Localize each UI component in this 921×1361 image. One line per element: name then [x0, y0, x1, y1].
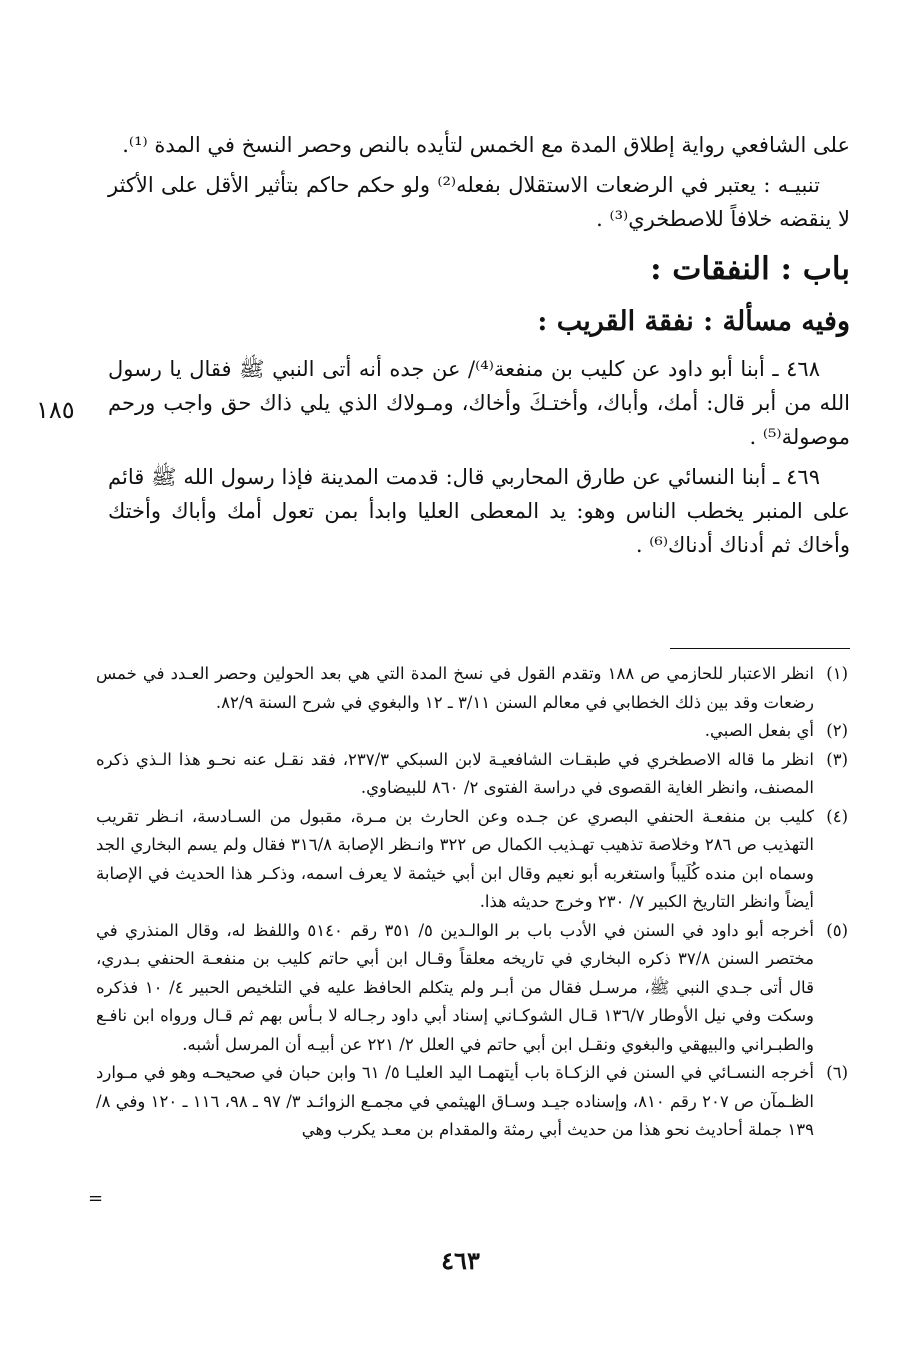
- main-text: [108, 128, 850, 568]
- paragraph-note: تنبيـه : يعتبر في الرضعات الاستقلال بفعله⁽²⁾ ولو حكم حاكم بتأثير الأقل على الأكثر لا ينقضه خلافاً للاصطخري⁽³⁾ .: [108, 173, 850, 231]
- footnote: [96, 917, 848, 1060]
- footnote-number: (١): [826, 664, 848, 683]
- footnote-number: (٢): [826, 721, 848, 740]
- footnote-number: (٤): [826, 806, 848, 826]
- footnote-number: (٥): [826, 920, 848, 940]
- footnote-text: كليب بن منفعـة الحنفي البصري عن جـده وعن الحارث بن مـرة، مقبول من السـادسة، انـظر تقريب التهذيب ص ٢٨٦ وخلاصة تذهيب تهـذيب الكمال ص ٣٢٢ وانـظر الإصابة ٣١٦/٨ فقال ولم يسم البخاري الجد وسماه ابن منده كُلَيباً واستغربه أبو نعيم وقال ابن أبي خيثمة لا يعرف اسمه، وذكـر هذا الحديث في الإصابة أيضاً وانظر التاريخ الكبير ٧/ ٢٣٠ وخرج حديثه هذا.: [96, 806, 814, 911]
- footnote-text: انظر ما قاله الاصطخري في طبقـات الشافعيـة لابن السبكي ٢٣٧/٣، فقد نقـل عنه نحـو هذا الـذي ذكره المصنف، وانظر الغاية القصوى في دراسة الفتوى ٢/ ٨٦٠ للبيضاوي.: [96, 749, 814, 797]
- footnote: [96, 660, 848, 717]
- footnote-separator: [670, 648, 850, 649]
- footnote-number: (٦): [826, 1063, 848, 1082]
- section-heading: وفيه مسألة : نفقة القريب :: [537, 306, 850, 337]
- footnote: [96, 1059, 848, 1145]
- footnote-number: (٣): [826, 749, 848, 769]
- hadith-469: ٤٦٩ ـ أبنا النسائي عن طارق المحاربي قال: قدمت المدينة فإذا رسول الله ﷺ قائم على المنبر يخطب الناس وهو: يد المعطى العليا وابدأ بمن تعول أمك وأباك وأختك وأخاك ثم أدناك أدناك⁽⁶⁾ .: [108, 465, 850, 557]
- footnote: [96, 803, 848, 917]
- page-number: ٤٦٣: [441, 1246, 480, 1275]
- paragraph-continuation: على الشافعي رواية إطلاق المدة مع الخمس لتأيده بالنص وحصر النسخ في المدة ⁽¹⁾.: [122, 133, 850, 157]
- margin-reference-number: ١٨٥: [36, 396, 75, 424]
- chapter-heading: باب : النفقات :: [650, 251, 850, 287]
- footnotes: [96, 660, 848, 1145]
- footnote: [96, 746, 848, 803]
- continuation-mark: =: [88, 1188, 104, 1209]
- footnote-text: انظر الاعتبار للحازمي ص ١٨٨ وتقدم القول في نسخ المدة التي هي بعد الحولين وحصر العـدد في خمس رضعات وقد بين ذلك الخطابي في معالم السنن ٣/١١ ـ ١٢ والبغوي في شرح السنة ٨٢/٩.: [96, 664, 814, 712]
- footnote: [96, 717, 848, 746]
- footnote-text: أخرجه النسـائي في السنن في الزكـاة باب أيتهمـا اليد العليـا ٥/ ٦١ وابن حبان في صحيحـه وهو في مـوارد الظـمآن ص ٢٠٧ رقم ٨١٠، وإسناده جيـد وسـاق الهيثمي في مجمـع الزوائـد ٣/ ٩٧ ـ ٩٨، ١١٦ ـ ١٢٠ وفي ٨/ ١٣٩ جملة أحاديث نحو هذا من حديث أبي رمثة والمقدام بن معـد يكرب وهي: [96, 1063, 814, 1139]
- footnote-text: أخرجه أبو داود في السنن في الأدب باب بر الوالـدين ٥/ ٣٥١ رقم ٥١٤٠ واللفظ له، وقال المنذري في مختصر السنن ٣٧/٨ ذكره البخاري في تاريخه معلقاً وقـال ابن أبي حاتم كليب بن منفعـة الحنفي بـدري، قال أتى جـدي النبي ﷺ، مرسـل فقال من أبـر ولم يتكلم الحافظ عليه في التلخيص الحبير ٤/ ١٠ فذكره وسكت وفي نيل الأوطار ١٣٦/٧ قـال الشوكـاني إسناد أبي داود رجـاله لا بـأس بهم ثم قـال ورواه ابن نافـع والطبـراني والبيهقي والبغوي ونقـل ابن أبي حاتم في العلل ٢/ ٢٢١ عن أبيـه أن المرسل أشبه.: [96, 920, 814, 1054]
- hadith-468: ٤٦٨ ـ أبنا أبو داود عن كليب بن منفعة⁽⁴⁾/ عن جده أنه أتى النبي ﷺ فقال يا رسول الله من أبر قال: أمك، وأباك، وأختـكَ وأخاك، ومـولاك الذي يلي ذاك حق واجب ورحم موصولة⁽⁵⁾ .: [108, 357, 850, 449]
- footnote-text: أي بفعل الصبي.: [704, 721, 814, 740]
